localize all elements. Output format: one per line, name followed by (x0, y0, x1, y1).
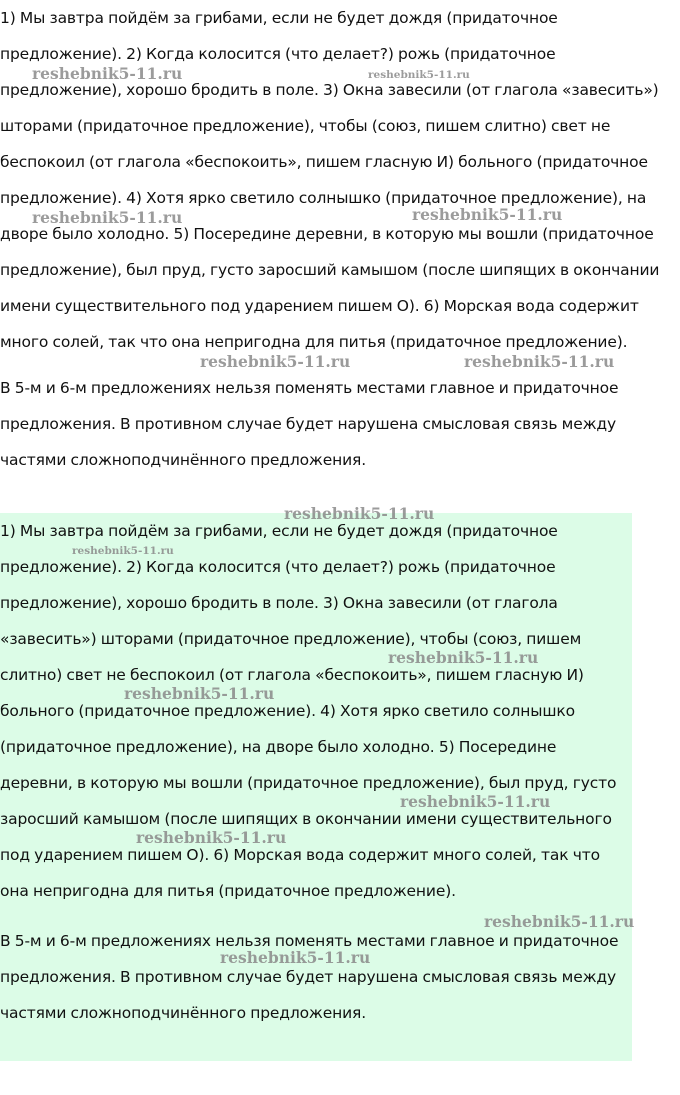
watermark: reshebnik5-11.ru (484, 912, 635, 931)
watermark: reshebnik5-11.ru (464, 352, 615, 371)
watermark: reshebnik5-11.ru (136, 828, 287, 847)
watermark: reshebnik5-11.ru (72, 545, 174, 557)
highlighted-paragraph-conclusion: В 5-м и 6-м предложениях нельзя поменять местами главное и придаточное предложения. В противном случае будет нарушена смысловая связь между частями сложноподчинённого предложения. (0, 932, 619, 1022)
watermark: reshebnik5-11.ru (32, 64, 183, 83)
answer-paragraph-sentences: 1) Мы завтра пойдём за грибами, если не будет дождя (придаточное предложение). 2) Когда колосится (что делает?) рожь (придаточное предложение), хорошо бродить в поле. 3) Окна завесили (от глагола «завесить») шторами (придаточное предложение), чтобы (союз, пишем слитно) свет не беспокоил (от глагола «беспокоить», пишем гласную И) больного (придаточное предложение). 4) Хотя ярко светило солнышко (придаточное предложение), на дворе было холодно. 5) Посередине деревни, в которую мы вошли (придаточное предложение), был пруд, густо заросший камышом (после шипящих в окончании имени существительного под ударением пишем О). 6) Морская вода содержит много солей, так что она непригодна для питья (придаточное предложение). (0, 9, 660, 351)
watermark: reshebnik5-11.ru (284, 504, 435, 523)
watermark: reshebnik5-11.ru (368, 69, 470, 81)
watermark: reshebnik5-11.ru (412, 205, 563, 224)
answer-paragraph-conclusion: В 5-м и 6-м предложениях нельзя поменять местами главное и придаточное предложения. В противном случае будет нарушена смысловая связь между частями сложноподчинённого предложения. (0, 379, 619, 469)
answer-text-plain (0, 0, 672, 478)
watermark: reshebnik5-11.ru (200, 352, 351, 371)
watermark: reshebnik5-11.ru (124, 684, 275, 703)
watermark: reshebnik5-11.ru (388, 648, 539, 667)
watermark: reshebnik5-11.ru (220, 948, 371, 967)
watermark: reshebnik5-11.ru (32, 208, 183, 227)
highlighted-paragraph-sentences: 1) Мы завтра пойдём за грибами, если не будет дождя (придаточное предложение). 2) Когда колосится (что делает?) рожь (придаточное предложение), хорошо бродить в поле. 3) Окна завесили (от глагола «завесить») шторами (придаточное предложение), чтобы (союз, пишем слитно) свет не беспокоил (от глагола «беспокоить», пишем гласную И) больного (придаточное предложение). 4) Хотя ярко светило солнышко (придаточное предложение), на дворе было холодно. 5) Посередине деревни, в которую мы вошли (придаточное предложение), был пруд, густо заросший камышом (после шипящих в окончании имени существительного под ударением пишем О). 6) Морская вода содержит много солей, так что она непригодна для питья (придаточное предложение). (0, 522, 617, 900)
answer-text-highlighted (0, 513, 635, 1061)
watermark: reshebnik5-11.ru (400, 792, 551, 811)
